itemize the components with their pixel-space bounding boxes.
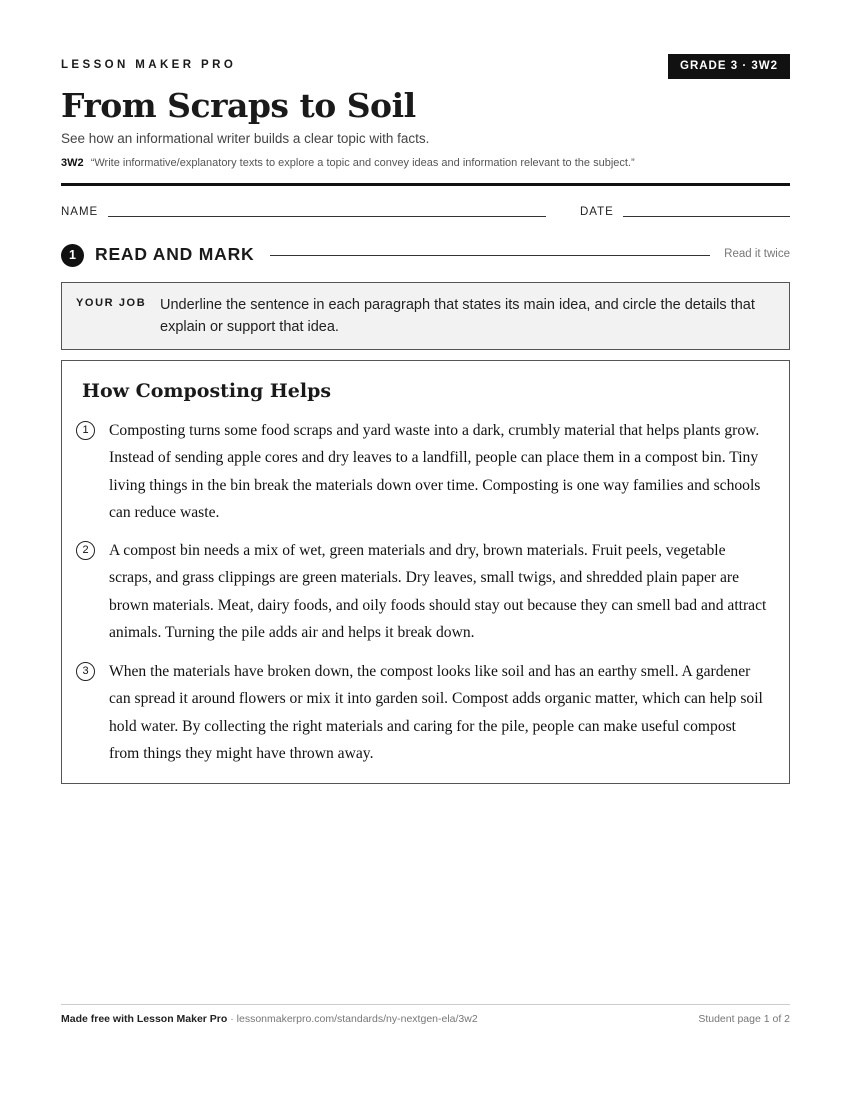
section-divider (270, 255, 710, 256)
standard-text: “Write informative/explanatory texts to explore a topic and convey ideas and information relevant to the subject.” (90, 157, 635, 169)
page-title: From Scraps to Soil (61, 86, 416, 125)
footer-credit (61, 1013, 478, 1025)
name-field[interactable] (108, 216, 546, 217)
standard-code: 3W2 (61, 157, 84, 169)
page-subtitle: See how an informational writer builds a clear topic with facts. (61, 131, 430, 146)
standard-line (61, 157, 635, 169)
paragraph-text: When the materials have broken down, the compost looks like soil and has an earthy smell. A gardener can spread it around flowers or mix it into garden soil. Compost adds organic matter, which can help soil hold water. By collecting the right materials and caring for the pile, people can make useful compost from things they might have thrown away. (109, 663, 763, 762)
header-divider (61, 183, 790, 186)
footer-url[interactable]: · lessonmakerpro.com/standards/ny-nextgen-ela/3w2 (227, 1013, 478, 1025)
paragraph-number: 3 (76, 662, 95, 681)
grade-badge: GRADE 3 · 3W2 (668, 54, 790, 79)
name-label: NAME (61, 206, 99, 218)
reading-passage (61, 360, 790, 784)
instructions-box (61, 282, 790, 350)
date-label: DATE (580, 206, 614, 218)
instructions-text: Underline the sentence in each paragraph that states its main idea, and circle the details that explain or support that idea. (160, 297, 755, 335)
paragraph-text: A compost bin needs a mix of wet, green materials and dry, brown materials. Fruit peels, vegetable scraps, and grass clippings are green materials. Dry leaves, small twigs, and shredded plain paper are brown materials. Meat, dairy foods, and oily foods should stay out because they can smell bad and attract animals. Turning the pile adds air and helps it break down. (109, 542, 767, 641)
paragraph-number: 2 (76, 541, 95, 560)
page-indicator: Student page 1 of 2 (698, 1013, 790, 1025)
date-field[interactable] (623, 216, 790, 217)
section-number: 1 (61, 244, 84, 267)
section-title: READ AND MARK (95, 244, 255, 264)
footer-made-with: Made free with Lesson Maker Pro (61, 1013, 228, 1025)
brand-name: LESSON MAKER PRO (61, 59, 237, 71)
paragraph-text: Composting turns some food scraps and yard waste into a dark, crumbly material that helps plants grow. Instead of sending apple cores and dry leaves to a landfill, people can place them in a compost bin. Tiny living things in the bin break the materials down over time. Composting is one way families and schools can reduce waste. (109, 422, 761, 521)
worksheet-page (61, 0, 790, 1100)
paragraph-number: 1 (76, 421, 95, 440)
instructions-label: YOUR JOB (76, 297, 147, 309)
section-note: Read it twice (724, 248, 790, 260)
section-header (61, 243, 790, 269)
passage-title: How Composting Helps (82, 380, 332, 402)
footer-divider (61, 1004, 790, 1005)
